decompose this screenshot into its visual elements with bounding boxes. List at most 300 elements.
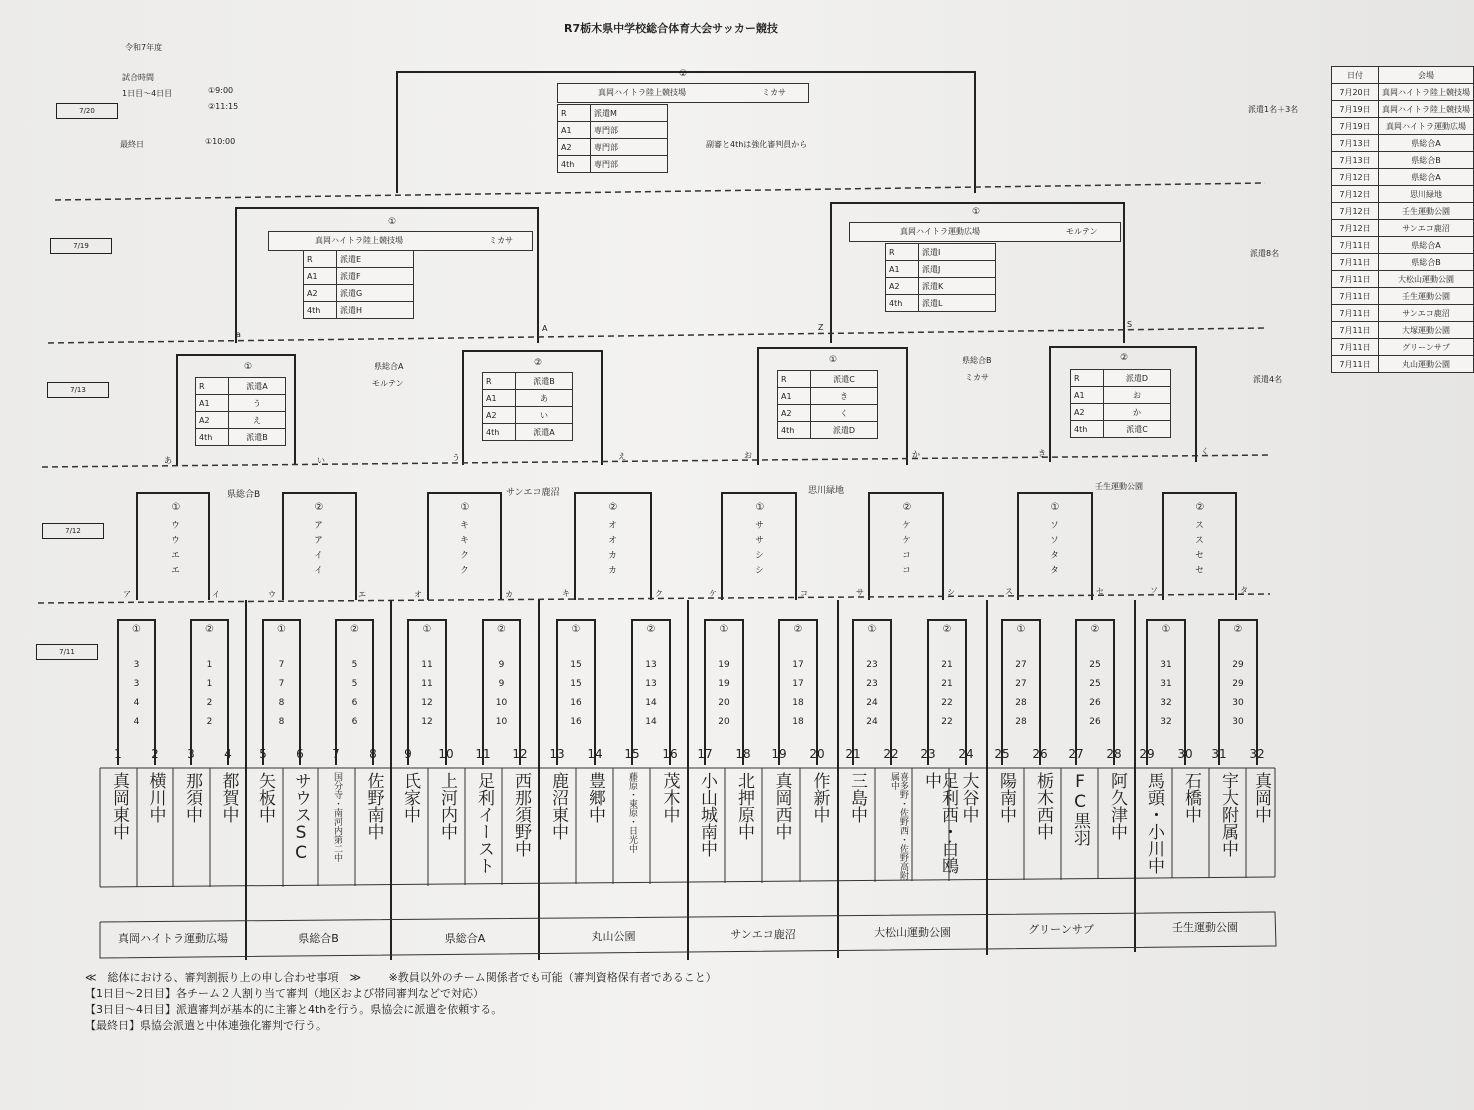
r1-venue-2: 県総合B [298, 932, 339, 945]
notes-heading: ≪ 総体における、審判割振り上の申し合わせ事項 ≫ [85, 971, 362, 984]
semi-dispatch: 派遣8名 [1250, 249, 1280, 258]
r1-venue-1: 真岡ハイトラ運動広場 [118, 932, 228, 945]
final-assignee: ミカサ [762, 88, 786, 97]
schedule-venue: 壬生運動公園 [1379, 203, 1474, 220]
team-name-13: 鹿沼東中 [548, 772, 568, 840]
qf-label-1: あ [164, 456, 172, 465]
final-venue: 真岡ハイトラ陸上競技場 [598, 88, 686, 97]
r32-match-9-ref-3: 20 [718, 698, 730, 708]
team-name-30: 石橋中 [1181, 772, 1201, 823]
schedule-date: 7月19日 [1332, 118, 1379, 135]
r32-match-7-circle: ① [571, 624, 581, 635]
schedule-row [1332, 186, 1474, 203]
r32-match-11-circle: ① [867, 624, 877, 635]
semi-label-a: a [236, 330, 241, 339]
schedule-row [1332, 254, 1474, 271]
r16-label-9: ケ [709, 589, 717, 598]
schedule-venue: 県総合B [1379, 152, 1474, 169]
schedule-venue: 真岡ハイトラ陸上競技場 [1379, 84, 1474, 101]
r32-match-2-ref-4: 2 [206, 717, 213, 727]
r32-match-4-circle: ② [350, 624, 359, 635]
team-number-5: 5 [259, 747, 267, 761]
qf-venue-1: 県総合A [374, 362, 404, 371]
r32-match-12-ref-1: 21 [941, 660, 953, 670]
schedule-row [1332, 271, 1474, 288]
team-name-32: 真岡中 [1251, 772, 1271, 823]
schedule-date: 7月13日 [1332, 135, 1379, 152]
team-name-9: 氏家中 [400, 772, 420, 823]
time-slot-2: ②11:15 [208, 102, 239, 111]
r16-label-16: タ [1240, 586, 1248, 595]
r32-match-5-ref-3: 12 [421, 698, 433, 708]
r32-match-5-ref-1: 11 [421, 660, 433, 670]
qf-1-referee-table: R 派遣A A1 う A2 え 4th 派遣B [195, 377, 286, 446]
r32-match-10-ref-3: 18 [792, 698, 804, 708]
schedule-row [1332, 84, 1474, 101]
final-referee-note: 副審と4thは強化審判員から [706, 140, 808, 149]
team-name-28: 阿久津中 [1107, 772, 1127, 840]
team-number-8: 8 [369, 747, 377, 761]
r32-match-7-ref-4: 16 [570, 717, 582, 727]
times-days: 1日目～4日目 [122, 89, 173, 98]
r32-match-8-circle: ② [646, 624, 656, 635]
r32-match-5-circle: ① [422, 624, 432, 635]
schedule-row [1332, 169, 1474, 186]
schedule-date: 7月19日 [1332, 101, 1379, 118]
schedule-row [1332, 322, 1474, 339]
team-name-8: 佐野南中 [363, 772, 384, 840]
semi-label-Z: Z [818, 323, 824, 332]
r32-match-6-circle: ② [497, 624, 506, 635]
schedule-date: 7月12日 [1332, 169, 1379, 186]
r32-match-4-ref-4: 6 [351, 717, 358, 727]
team-name-12: 西那須野中 [511, 772, 531, 857]
date-box-r16: 7/12 [42, 523, 104, 539]
qf-dispatch: 派遣4名 [1253, 375, 1283, 384]
team-name-17: 小山城南中 [697, 772, 717, 857]
schedule-row [1332, 135, 1474, 152]
schedule-date: 7月11日 [1332, 356, 1379, 373]
r16-label-2: イ [212, 590, 220, 599]
schedule-venue: 壬生運動公園 [1379, 288, 1474, 305]
r32-match-6-ref-3: 10 [495, 698, 508, 708]
r32-match-8-ref-2: 13 [645, 679, 657, 689]
team-number-10: 10 [438, 747, 454, 761]
r16-label-11: サ [856, 588, 864, 597]
final-dispatch: 派遣1名＋3名 [1248, 105, 1299, 114]
r16-7-letters: ソソタタ [1048, 520, 1058, 580]
r32-match-6-ref-2: 9 [498, 679, 505, 689]
team-number-29: 29 [1139, 747, 1155, 761]
team-name-5: 矢板中 [255, 772, 275, 823]
qf-label-8: く [1201, 447, 1209, 456]
r16-label-8: ク [655, 589, 663, 598]
r32-match-11-ref-1: 23 [866, 660, 878, 670]
team-number-15: 15 [624, 747, 640, 761]
r16-5-circle: ① [755, 502, 765, 513]
r32-match-3-ref-1: 7 [278, 660, 285, 670]
referee-notes [85, 970, 717, 1034]
r32-match-1-ref-4: 4 [133, 717, 140, 727]
team-number-32: 32 [1249, 747, 1265, 761]
r1-venue-6: 大松山運動公園 [874, 926, 951, 939]
team-number-24: 24 [958, 747, 974, 761]
schedule-date: 7月12日 [1332, 186, 1379, 203]
team-number-21: 21 [845, 747, 861, 761]
r16-label-6: カ [505, 590, 513, 599]
team-number-1: 1 [114, 747, 122, 761]
date-box-semi: 7/19 [50, 238, 112, 254]
team-name-16: 茂木中 [659, 772, 680, 823]
final-day-label: 最終日 [120, 140, 144, 149]
schedule-date: 7月11日 [1332, 305, 1379, 322]
team-name-24: 大谷中 [958, 772, 979, 823]
notes-line-3: 【最終日】県協会派遣と中体連強化審判で行う。 [85, 1019, 327, 1032]
r32-match-9-ref-4: 20 [718, 717, 730, 727]
team-name-4: 都賀中 [218, 772, 239, 823]
r16-8-circle: ② [1195, 502, 1205, 513]
team-number-28: 28 [1106, 747, 1122, 761]
r32-match-3-circle: ① [277, 624, 286, 635]
schedule-row [1332, 339, 1474, 356]
schedule-date: 7月11日 [1332, 271, 1379, 288]
r32-match-4-ref-1: 5 [351, 660, 358, 670]
r32-match-14-circle: ② [1090, 624, 1100, 635]
schedule-row [1332, 305, 1474, 322]
qf-4-circle: ② [1120, 353, 1129, 363]
era-label: 令和7年度 [125, 43, 163, 52]
schedule-venue: 県総合A [1379, 169, 1474, 186]
r16-4-letters: オオカカ [606, 520, 616, 580]
team-name-20: 作新中 [809, 772, 830, 823]
r32-match-5-ref-4: 12 [421, 717, 433, 727]
r1-venue-8: 壬生運動公園 [1172, 921, 1238, 934]
team-number-20: 20 [809, 747, 825, 761]
team-name-15: 藤原・東原・日光中 [627, 772, 637, 853]
r32-match-9-circle: ① [719, 624, 729, 635]
qf-venue-1-assignee: モルテン [372, 379, 404, 388]
r16-7-circle: ① [1050, 502, 1060, 513]
r32-match-1-circle: ① [132, 624, 141, 635]
r32-match-3-ref-4: 8 [278, 717, 285, 727]
r16-label-7: キ [562, 589, 570, 598]
team-number-27: 27 [1068, 747, 1084, 761]
r32-match-2-ref-1: 1 [206, 660, 213, 670]
semi-1-referee-table: R 派遣E A1 派遣F A2 派遣G 4th 派遣H [303, 250, 414, 319]
qf-venue-2-assignee: ミカサ [965, 373, 989, 382]
r32-match-4-ref-2: 5 [351, 679, 358, 689]
team-number-23: 23 [920, 747, 936, 761]
r16-label-12: シ [947, 588, 955, 597]
semi-2-referee-table: R 派遣I A1 派遣J A2 派遣K 4th 派遣L [885, 243, 996, 312]
team-number-31: 31 [1211, 747, 1227, 761]
r16-2-circle: ② [314, 502, 324, 513]
team-number-12: 12 [512, 747, 528, 761]
notes-heading-note: ※教員以外のチーム関係者でも可能（審判資格保有者であること） [388, 971, 717, 984]
team-name-27: FC黒羽 [1070, 772, 1090, 846]
r32-match-13-ref-2: 27 [1015, 679, 1027, 689]
r32-match-13-circle: ① [1016, 624, 1026, 635]
team-number-30: 30 [1177, 747, 1193, 761]
schedule-row [1332, 152, 1474, 169]
team-name-31: 宇大附属中 [1218, 772, 1238, 857]
final-day-time: ①10:00 [205, 137, 236, 146]
r32-match-7-ref-3: 16 [570, 698, 582, 708]
r32-match-2-ref-2: 1 [206, 679, 213, 689]
r32-match-1-ref-1: 3 [133, 660, 140, 670]
schedule-venue: 丸山運動公園 [1379, 356, 1474, 373]
schedule-header-venue: 会場 [1379, 67, 1474, 84]
r32-match-8-ref-3: 14 [645, 698, 657, 708]
r16-6-circle: ② [902, 502, 912, 513]
r32-match-10-circle: ② [793, 624, 803, 635]
r32-match-12-circle: ② [942, 624, 952, 635]
r32-match-15-ref-1: 31 [1160, 660, 1172, 670]
r32-match-11-ref-2: 23 [866, 679, 878, 689]
team-name-1: 真岡東中 [109, 772, 129, 840]
qf-2-referee-table: R 派遣B A1 あ A2 い 4th 派遣A [482, 372, 573, 441]
semi-1-venue-bar: 真岡ハイトラ陸上競技場 ミカサ [268, 231, 533, 251]
notes-line-2: 【3日目～4日目】派遣審判が基本的に主審と4thを行う。県協会に派遣を依頼する。 [85, 1003, 503, 1016]
team-name-26: 栃木西中 [1033, 772, 1053, 840]
r32-match-14-ref-3: 26 [1089, 698, 1101, 708]
team-number-17: 17 [697, 747, 713, 761]
r16-5-letters: ササシシ [753, 520, 763, 580]
qf-label-4: え [618, 452, 626, 461]
schedule-venue: 大松山運動公園 [1379, 271, 1474, 288]
r32-match-15-ref-2: 31 [1160, 679, 1172, 689]
notes-line-1: 【1日目～2日目】各チーム２人割り当て審判（地区および帯同審判などで対応） [85, 987, 484, 1000]
semi-2-venue-bar: 真岡ハイトラ運動広場 モルテン [849, 222, 1121, 242]
r32-match-15-circle: ① [1161, 624, 1171, 635]
r32-match-16-circle: ② [1233, 624, 1243, 635]
team-number-19: 19 [771, 747, 787, 761]
schedule-date: 7月11日 [1332, 288, 1379, 305]
semi-label-A: A [542, 324, 548, 333]
qf-1-circle: ① [244, 362, 253, 372]
schedule-venue: サンエコ鹿沼 [1379, 220, 1474, 237]
r32-match-2-circle: ② [205, 624, 214, 635]
final-circle: ① [679, 69, 688, 79]
r16-4-circle: ② [608, 502, 618, 513]
team-name-6: サウスSC [291, 772, 311, 863]
r32-match-10-ref-2: 17 [792, 679, 804, 689]
schedule-row [1332, 101, 1474, 118]
schedule-venue: 県総合A [1379, 135, 1474, 152]
schedule-table [1331, 66, 1474, 373]
team-name-14: 豊郷中 [585, 772, 605, 823]
r16-label-14: セ [1096, 587, 1104, 596]
r16-1-circle: ① [171, 502, 181, 513]
qf-label-3: う [452, 453, 460, 462]
team-number-3: 3 [187, 747, 195, 761]
date-box-r32: 7/11 [36, 644, 98, 660]
r16-1-letters: ウウエエ [169, 520, 179, 580]
r1-venue-7: グリーンサブ [1028, 923, 1094, 936]
team-name-3: 那須中 [182, 772, 202, 823]
schedule-row [1332, 118, 1474, 135]
schedule-date: 7月12日 [1332, 203, 1379, 220]
schedule-venue: 県総合B [1379, 254, 1474, 271]
team-name-19: 真岡西中 [771, 772, 792, 840]
r32-match-13-ref-1: 27 [1015, 660, 1027, 670]
r16-venue-1: 県総合B [227, 490, 261, 500]
team-number-6: 6 [296, 747, 304, 761]
schedule-venue: 真岡ハイトラ陸上競技場 [1379, 101, 1474, 118]
schedule-venue: 大塚運動公園 [1379, 322, 1474, 339]
team-number-26: 26 [1032, 747, 1048, 761]
r32-match-16-ref-3: 30 [1232, 698, 1244, 708]
team-number-22: 22 [883, 747, 899, 761]
r32-match-15-ref-3: 32 [1160, 698, 1172, 708]
r32-match-12-ref-2: 21 [941, 679, 953, 689]
r32-match-14-ref-1: 25 [1089, 660, 1101, 670]
r32-match-3-ref-3: 8 [278, 698, 285, 708]
r32-match-9-ref-1: 19 [718, 660, 730, 670]
schedule-venue: グリーンサブ [1379, 339, 1474, 356]
r16-label-1: ア [123, 590, 131, 599]
schedule-row [1332, 288, 1474, 305]
r32-match-10-ref-4: 18 [792, 717, 804, 727]
r32-match-13-ref-3: 28 [1015, 698, 1027, 708]
times-heading: 試合時間 [122, 73, 154, 82]
team-number-9: 9 [404, 747, 412, 761]
semi-1-circle: ① [388, 217, 397, 227]
qf-label-7: き [1038, 449, 1046, 458]
r32-match-16-ref-4: 30 [1232, 717, 1244, 727]
schedule-date: 7月11日 [1332, 237, 1379, 254]
schedule-row [1332, 356, 1474, 373]
r32-match-1-ref-3: 4 [133, 698, 140, 708]
r1-venue-3: 県総合A [444, 932, 486, 945]
r16-label-15: ソ [1150, 586, 1158, 595]
schedule-venue: 思川緑地 [1379, 186, 1474, 203]
team-number-7: 7 [332, 747, 340, 761]
semi-label-S: S [1127, 320, 1133, 329]
team-name-18: 北押原中 [734, 772, 754, 840]
qf-label-2: い [317, 456, 325, 465]
r16-venue-3: 思川緑地 [808, 486, 845, 496]
r32-match-13-ref-4: 28 [1015, 717, 1027, 727]
r1-venue-5: サンエコ鹿沼 [730, 928, 796, 941]
date-box-final: 7/20 [56, 103, 118, 119]
r16-label-5: オ [414, 590, 422, 599]
r32-match-12-ref-4: 22 [941, 717, 953, 727]
r32-match-3-ref-2: 7 [278, 679, 285, 689]
schedule-venue: 県総合A [1379, 237, 1474, 254]
document-title: R7栃木県中学校総合体育大会サッカー競技 [564, 22, 778, 35]
r16-3-letters: キキクク [458, 520, 468, 580]
r16-label-10: コ [800, 589, 808, 598]
r32-match-12-ref-3: 22 [941, 698, 953, 708]
r32-match-9-ref-2: 19 [718, 679, 730, 689]
schedule-header-date: 日付 [1332, 67, 1379, 84]
r32-match-11-ref-3: 24 [866, 698, 878, 708]
r32-match-8-ref-4: 14 [645, 717, 657, 727]
team-name-11: 足利イースト [474, 772, 494, 874]
team-name-21: 三島中 [847, 772, 867, 823]
r32-match-6-ref-4: 10 [495, 717, 508, 727]
schedule-date: 7月11日 [1332, 322, 1379, 339]
team-number-16: 16 [662, 747, 678, 761]
schedule-row [1332, 220, 1474, 237]
r32-match-2-ref-3: 2 [206, 698, 213, 708]
qf-venue-2: 県総合B [962, 356, 992, 365]
schedule-date: 7月11日 [1332, 339, 1379, 356]
r1-venue-4: 丸山公園 [591, 930, 636, 943]
qf-label-6: か [912, 450, 920, 459]
team-name-29: 馬頭・小川中 [1144, 772, 1164, 874]
qf-3-referee-table: R 派遣C A1 き A2 く 4th 派遣D [777, 370, 878, 439]
r32-match-16-ref-1: 29 [1232, 660, 1244, 670]
team-name-2: 横川中 [145, 772, 166, 823]
schedule-venue: 真岡ハイトラ運動広場 [1379, 118, 1474, 135]
r32-match-1-ref-2: 3 [133, 679, 140, 689]
r16-label-13: ス [1005, 587, 1013, 596]
time-slot-1: ①9:00 [208, 86, 234, 95]
r16-label-3: ウ [268, 590, 276, 599]
qf-2-circle: ② [534, 358, 543, 368]
schedule-row [1332, 203, 1474, 220]
r32-match-15-ref-4: 32 [1160, 717, 1172, 727]
r32-match-5-ref-2: 11 [421, 679, 433, 689]
date-box-qf: 7/13 [47, 382, 109, 398]
team-number-25: 25 [994, 747, 1010, 761]
team-number-13: 13 [549, 747, 565, 761]
team-name-25: 陽南中 [996, 772, 1016, 823]
r32-match-14-ref-2: 25 [1089, 679, 1101, 689]
team-number-14: 14 [587, 747, 603, 761]
r32-match-6-ref-1: 9 [498, 660, 505, 670]
r32-match-11-ref-4: 24 [866, 717, 878, 727]
team-number-2: 2 [151, 747, 159, 761]
qf-3-circle: ① [829, 355, 838, 365]
r32-match-7-ref-1: 15 [570, 660, 582, 670]
r16-venue-4: 壬生運動公園 [1095, 482, 1143, 491]
qf-4-referee-table: R 派遣D A1 お A2 か 4th 派遣C [1070, 369, 1171, 438]
team-name-23: 足利西・白鴎中 [921, 772, 958, 874]
schedule-date: 7月20日 [1332, 84, 1379, 101]
r32-match-8-ref-1: 13 [645, 660, 657, 670]
r16-label-4: エ [358, 590, 366, 599]
team-name-22: 喜多野・佐野西・佐野高附属中 [889, 772, 908, 880]
semi-2-circle: ① [972, 207, 981, 217]
schedule-date: 7月13日 [1332, 152, 1379, 169]
final-venue-bar [557, 83, 809, 103]
r32-match-4-ref-3: 6 [351, 698, 358, 708]
team-name-10: 上河内中 [437, 772, 457, 840]
final-referee-table: R 派遣M A1 専門部 A2 専門部 4th 専門部 [557, 104, 668, 173]
r32-match-16-ref-2: 29 [1232, 679, 1244, 689]
r16-2-letters: アアイイ [312, 520, 322, 580]
r16-3-circle: ① [460, 502, 470, 513]
team-number-4: 4 [224, 747, 232, 761]
r32-match-14-ref-4: 26 [1089, 717, 1101, 727]
team-number-11: 11 [475, 747, 491, 761]
schedule-row [1332, 237, 1474, 254]
r16-venue-2: サンエコ鹿沼 [506, 488, 560, 498]
team-number-18: 18 [735, 747, 751, 761]
team-name-7: 国分寺・南河内第二中 [332, 772, 342, 862]
r16-8-letters: ススセセ [1193, 520, 1203, 580]
qf-label-5: お [744, 451, 752, 460]
schedule-venue: サンエコ鹿沼 [1379, 305, 1474, 322]
r32-match-10-ref-1: 17 [792, 660, 804, 670]
r32-match-7-ref-2: 15 [570, 679, 582, 689]
r16-6-letters: ケケココ [900, 520, 910, 580]
schedule-date: 7月11日 [1332, 254, 1379, 271]
schedule-date: 7月12日 [1332, 220, 1379, 237]
